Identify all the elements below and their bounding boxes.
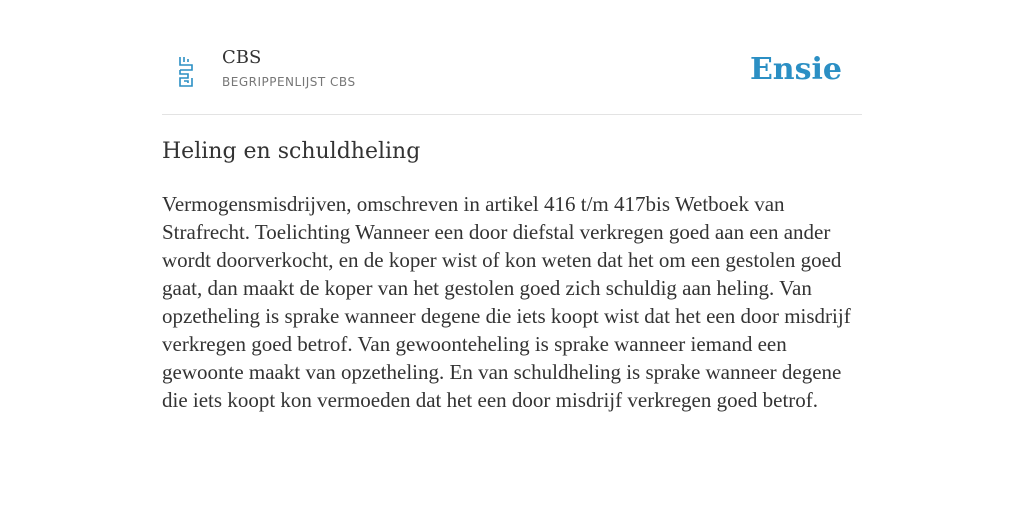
page-title: Heling en schuldheling xyxy=(162,139,421,164)
ensie-logo[interactable]: Ensie xyxy=(749,52,842,87)
source-subtitle[interactable]: BEGRIPPENLIJST CBS xyxy=(222,75,356,89)
header xyxy=(162,40,862,115)
article-body: Vermogensmisdrijven, omschreven in artikel 416 t/m 417bis Wetboek van Strafrecht. Toelichting Wanneer een door diefstal verkregen goed aan een ander wordt doorverkocht, en de koper wist of kon weten dat het om een gestolen goed gaat, dan maakt de koper van het gestolen goed zich schuldig aan heling. Van opzetheling is sprake wanneer degene die iets koopt wist dat het een door misdrijf verkregen goed betrof. Van gewoonteheling is sprake wanneer iemand een gewoonte maakt van opzetheling. En van schuldheling is sprake wanneer degene die iets koopt kon vermoeden dat het een door misdrijf verkregen goed betrof. xyxy=(162,192,851,412)
cbs-logo-icon[interactable] xyxy=(176,56,196,87)
source-name[interactable]: CBS xyxy=(222,47,262,68)
